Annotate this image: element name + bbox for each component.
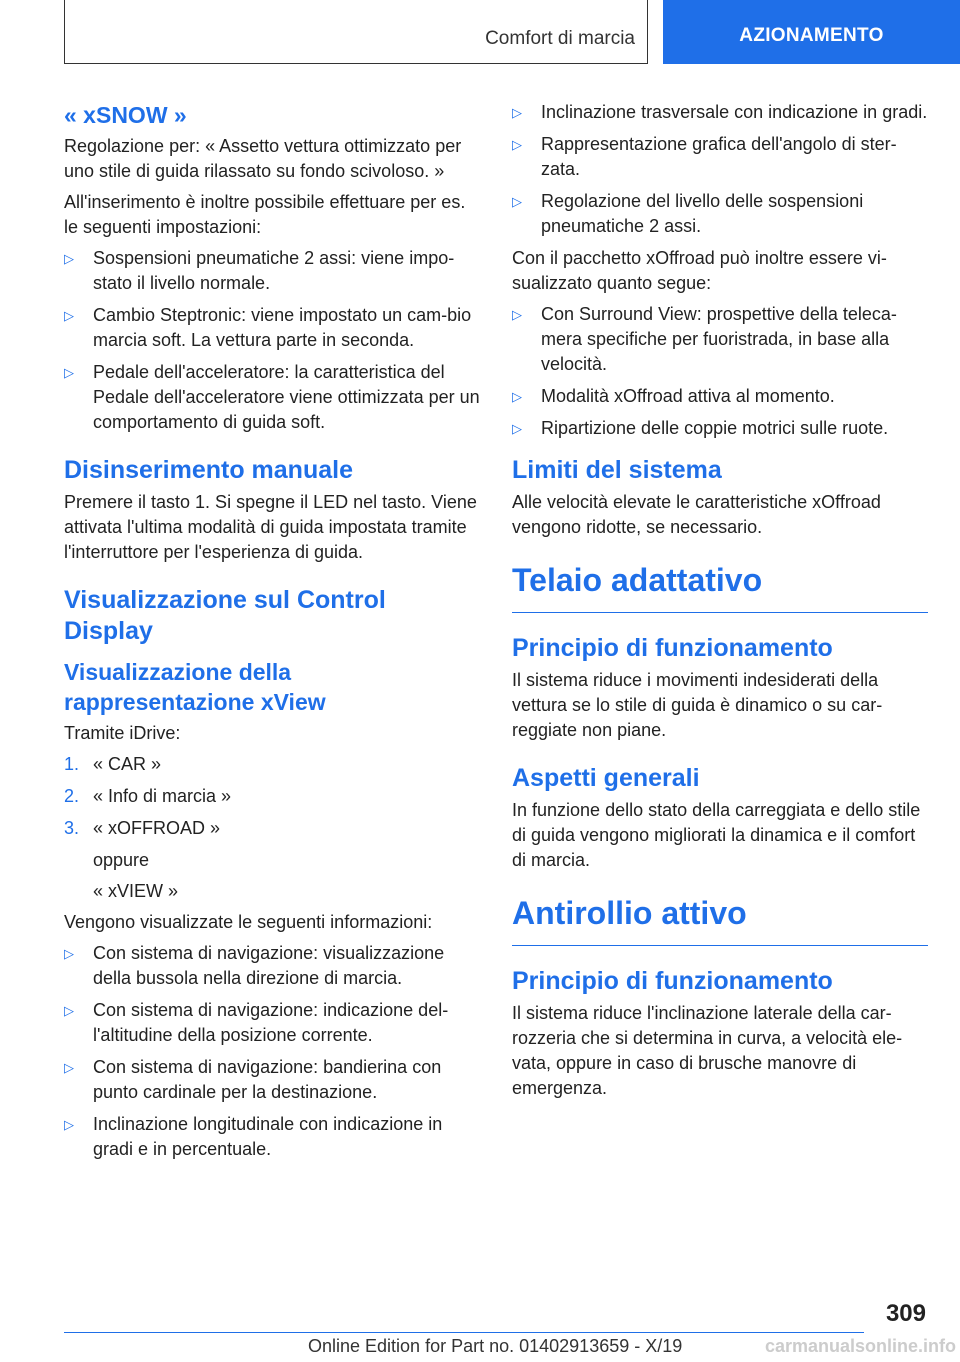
info-list-continued [512,100,928,239]
list-item: ▷ Inclinazione trasversale con indicazione in gradi. [512,100,928,125]
manual-off-paragraph: Premere il tasto 1. Si spegne il LED nel tasto. Viene attivata l'ultima modalità di guida impostata tramite l'interruttore per l'esperienza di guida. [64,492,477,562]
xsnow-paragraph-2: All'inserimento è inoltre possibile effettuare per es. le seguenti impostazioni: [64,192,466,237]
right-column [512,100,928,1107]
triangle-bullet-icon: ▷ [512,421,522,436]
anti-roll-principle-heading: Principio di funzionamento [512,967,833,995]
xoffroad-list [512,302,928,441]
triangle-bullet-icon: ▷ [512,194,522,209]
triangle-bullet-icon: ▷ [64,365,74,380]
steps-list [64,752,480,841]
anti-roll-heading: Antirollio attivo [512,893,928,946]
step-item: 1. « CAR » [64,754,162,774]
list-item: ▷ Con sistema di navigazione: visualizzazione della bussola nella direzione di marcia. [64,943,445,988]
info-list [64,941,480,1162]
triangle-bullet-icon: ▷ [64,1117,74,1132]
list-item: ▷ Con Surround View: prospettive della teleca-mera specifiche per fuoristrada, in base alla velocità. [512,304,897,374]
xview-heading: Visualizzazione della rappresentazione xView [64,659,326,715]
left-column [64,100,480,1169]
xoffroad-paragraph: Con il pacchetto xOffroad può inoltre essere vi-sualizzato quanto segue: [512,248,887,293]
step-item: 2. « Info di marcia » [64,786,232,806]
limits-heading: Limiti del sistema [512,456,722,484]
adaptive-chassis-heading: Telaio adattativo [512,560,928,613]
step-or-text: oppure [93,850,150,870]
general-aspects-paragraph: In funzione dello stato della carreggiata e dello stile di guida vengono migliorati la dinamica e il comfort di marcia. [512,800,921,870]
xsnow-heading: « xSNOW » [64,102,187,128]
page-number: 309 [885,1300,926,1327]
header-box [64,0,648,64]
limits-paragraph: Alle velocità elevate le caratteristiche xOffroad vengono ridotte, se necessario. [512,492,881,537]
step-alt-text: « xVIEW » [93,881,179,901]
adaptive-principle-paragraph: Il sistema riduce i movimenti indesiderati della vettura se lo stile di guida è dinamico o su car-reggiate non piane. [512,670,883,740]
triangle-bullet-icon: ▷ [512,137,522,152]
list-item: ▷ Con sistema di navigazione: bandierina con punto cardinale per la destinazione. [64,1057,442,1102]
list-item: ▷ Sospensioni pneumatiche 2 assi: viene impo-stato il livello normale. [64,248,455,293]
control-display-heading: Visualizzazione sul Control Display [64,586,386,645]
list-item: ▷ Regolazione del livello delle sospensioni pneumatiche 2 assi. [512,191,864,236]
header-section-title: Comfort di marcia [485,28,635,49]
footer-divider [64,1332,864,1333]
xview-paragraph: Tramite iDrive: [64,723,181,743]
watermark: carmanualsonline.info [764,1336,956,1356]
adaptive-principle-heading: Principio di funzionamento [512,634,833,662]
list-item: ▷ Inclinazione longitudinale con indicazione in gradi e in percentuale. [64,1114,443,1159]
anti-roll-principle-paragraph: Il sistema riduce l'inclinazione laterale della car-rozzeria che si determina in curva, a velocità ele-vata, oppure in caso di brusche manovre di emergenza. [512,1003,903,1098]
triangle-bullet-icon: ▷ [64,946,74,961]
manual-off-heading: Disinserimento manuale [64,456,353,484]
xsnow-list [64,246,480,435]
header-chapter-tab: AZIONAMENTO [663,0,960,64]
triangle-bullet-icon: ▷ [64,1060,74,1075]
list-item: ▷ Modalità xOffroad attiva al momento. [512,384,928,409]
list-item: ▷ Cambio Steptronic: viene impostato un cam-bio marcia soft. La vettura parte in seconda. [64,305,472,350]
list-item: ▷ Ripartizione delle coppie motrici sulle ruote. [512,416,928,441]
triangle-bullet-icon: ▷ [64,251,74,266]
info-paragraph: Vengono visualizzate le seguenti informazioni: [64,912,433,932]
list-item: ▷ Rappresentazione grafica dell'angolo di ster-zata. [512,134,897,179]
step-item: 3. « xOFFROAD » [64,818,221,838]
list-item: ▷ Pedale dell'acceleratore: la caratteristica del Pedale dell'acceleratore viene ottimizzata per un comportamento di guida soft. [64,362,480,432]
footer-edition-text: Online Edition for Part no. 01402913659 - X/19 [308,1336,683,1356]
list-item: ▷ Con sistema di navigazione: indicazione del-l'altitudine della posizione corrente. [64,1000,449,1045]
xsnow-paragraph-1: Regolazione per: « Assetto vettura ottimizzato per uno stile di guida rilassato su fondo scivoloso. » [64,136,462,181]
triangle-bullet-icon: ▷ [64,1003,74,1018]
triangle-bullet-icon: ▷ [64,308,74,323]
general-aspects-heading: Aspetti generali [512,764,700,792]
triangle-bullet-icon: ▷ [512,105,522,120]
triangle-bullet-icon: ▷ [512,389,522,404]
triangle-bullet-icon: ▷ [512,307,522,322]
